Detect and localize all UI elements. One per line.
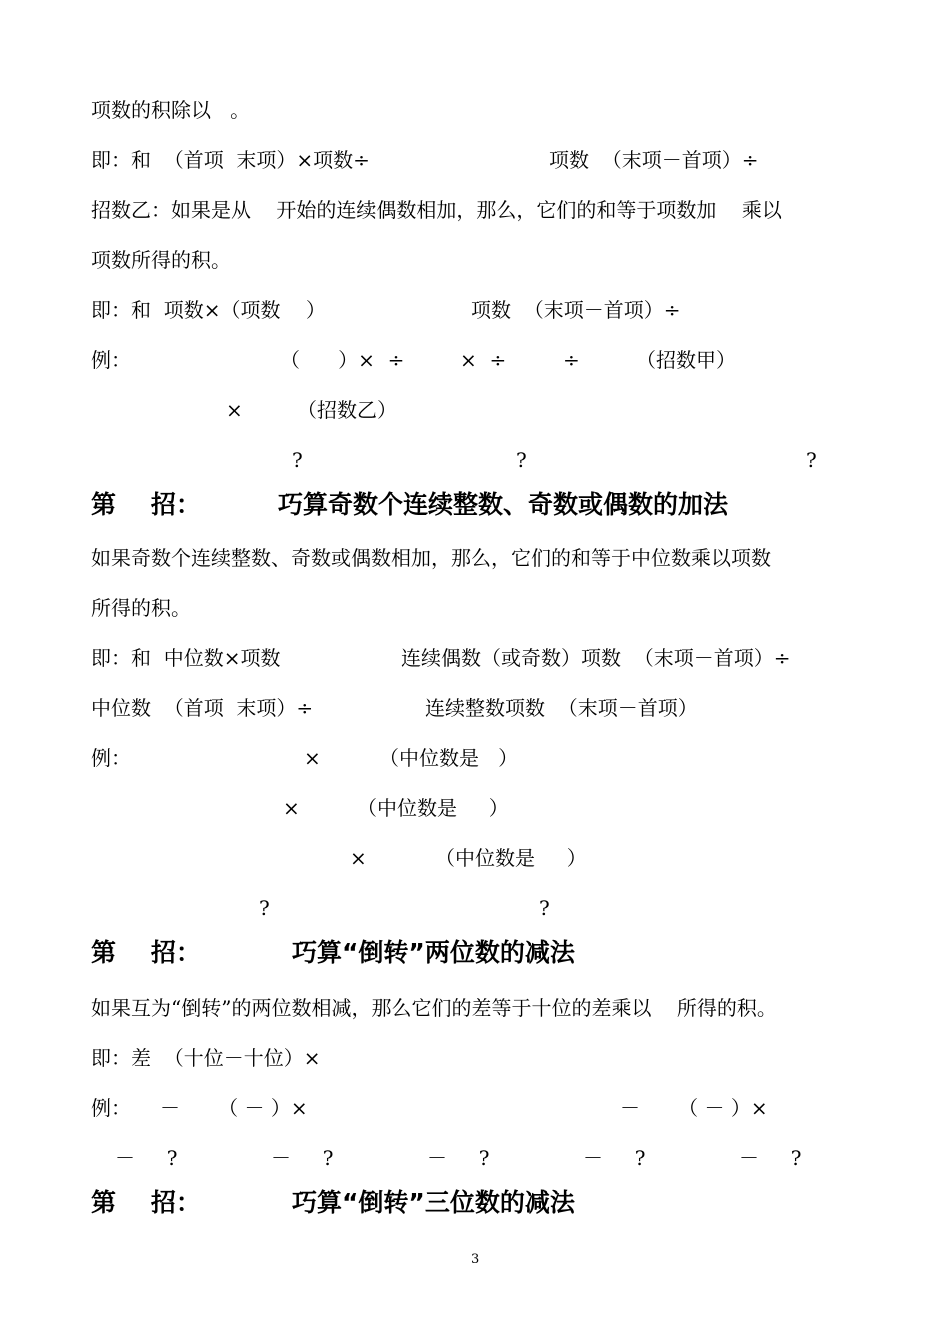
example-row-item: － ?: [583, 1146, 646, 1170]
example-label: 例：: [91, 1096, 131, 1120]
section-heading-prefix: 第 招：: [91, 938, 201, 967]
rule-text: 如果互为“倒转”的两位数相减，那么它们的差等于十位的差乘以 所得的积。: [91, 996, 777, 1020]
example-expression: ×: [226, 398, 243, 422]
example-note: （中位数是 ）: [357, 796, 509, 820]
formula-sum: 即：和 中位数×项数: [91, 646, 281, 670]
rule-text: 招数乙：如果是从 开始的连续偶数相加，那么，它们的和等于项数加 乘以: [91, 198, 782, 222]
rule-text: 项数所得的积。: [91, 248, 231, 272]
example-note: （中位数是 ）: [435, 846, 587, 870]
section-heading: 巧算奇数个连续整数、奇数或偶数的加法: [278, 490, 729, 519]
rule-text: 如果奇数个连续整数、奇数或偶数相加，那么，它们的和等于中位数乘以项数: [91, 546, 771, 570]
formula-median: 中位数 （首项 末项）÷: [91, 696, 314, 720]
example-expression: ÷: [563, 348, 580, 372]
rule-text: 所得的积。: [91, 596, 191, 620]
section-heading: 巧算“倒转”三位数的减法: [292, 1188, 575, 1217]
section-heading-prefix: 第 招：: [91, 1188, 201, 1217]
example-label: 例：: [91, 348, 131, 372]
formula-sum: 即：和 （首项 末项）×项数÷: [91, 148, 370, 172]
section-heading-prefix: 第 招：: [91, 490, 201, 519]
formula-count: 连续偶数（或奇数）项数 （末项－首项）÷: [401, 646, 791, 670]
example-row-item: － ?: [427, 1146, 490, 1170]
question-mark: ?: [516, 448, 527, 472]
example-expression: － （ － ）×: [620, 1096, 768, 1120]
formula-count: 连续整数项数 （末项－首项）: [425, 696, 698, 720]
example-note: （中位数是 ）: [379, 746, 519, 770]
example-expression: － （ － ）×: [160, 1096, 308, 1120]
example-note: （招数乙）: [297, 398, 397, 422]
question-mark: ?: [259, 896, 270, 920]
question-mark: ?: [292, 448, 303, 472]
page-number: 3: [471, 1252, 480, 1267]
example-expression: （ ）× ÷: [280, 348, 405, 372]
example-row-item: － ?: [115, 1146, 178, 1170]
text-line: 项数的积除以 。: [91, 98, 251, 122]
question-mark: ?: [539, 896, 550, 920]
formula-count: 项数 （末项－首项）÷: [471, 298, 681, 322]
example-expression: ×: [283, 796, 300, 820]
example-label: 例：: [91, 746, 131, 770]
formula-sum: 即：和 项数×（项数 ）: [91, 298, 326, 322]
example-expression: × ÷: [460, 348, 507, 372]
section-heading: 巧算“倒转”两位数的减法: [292, 938, 575, 967]
example-expression: ×: [350, 846, 367, 870]
example-row-item: － ?: [739, 1146, 802, 1170]
formula-diff: 即：差 （十位－十位）×: [91, 1046, 321, 1070]
question-mark: ?: [806, 448, 817, 472]
formula-count: 项数 （末项－首项）÷: [549, 148, 759, 172]
example-expression: ×: [304, 746, 321, 770]
example-note: （招数甲）: [636, 348, 736, 372]
example-row-item: － ?: [271, 1146, 334, 1170]
